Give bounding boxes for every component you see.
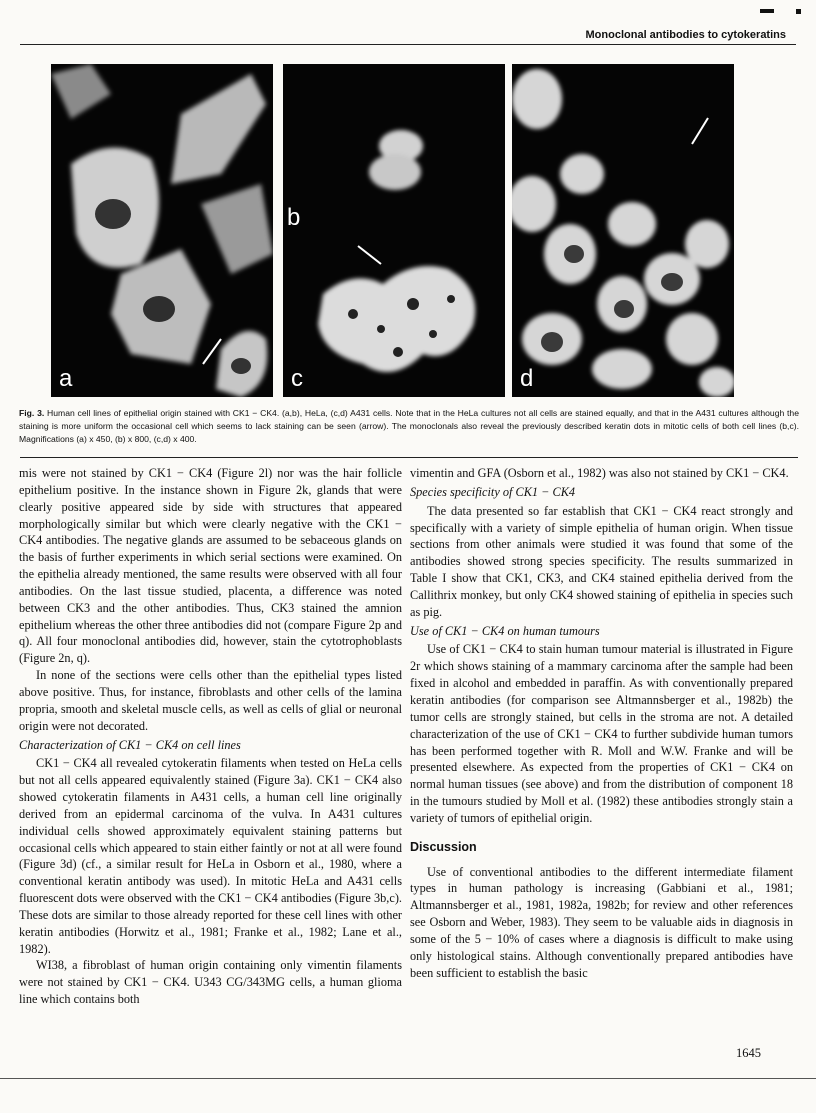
figure-caption — [19, 407, 799, 446]
left-paragraph-2: In none of the sections were cells other than the epithelial types listed above positive. Thus, for instance, fibroblasts and other cells of the lamina propria, smooth and skeletal muscle cells, as well as cells of glial or neuronal origin were not decorated. — [19, 668, 402, 733]
left-paragraph-1: mis were not stained by CK1 − CK4 (Figure 2l) nor was the hair follicle epithelium positive. In the instance shown in Figure 2k, glands that were clearly positive appeared side by side with structures that appeared morphologically similar but which were clearly negative with the CK1 − CK4 antibodies. The negative glands are assumed to be sebaceous glands on the basis of further experiments in which serial sections were examined. On the epithelia already mentioned, the same results were observed with all four antibodies. On the last tissue studied, placenta, a difference was noted between CK3 and the other antibodies. Thus, CK3 stained the amnion epithelium whereas the other three antibodies did not (compare Figure 2p and q). All four monoclonal antibodies did, however, stain the cytotrophoblasts (Figure 2n, q). — [19, 466, 402, 666]
running-head: Monoclonal antibodies to cytokeratins — [585, 29, 786, 41]
micrograph-a — [51, 64, 273, 397]
panel-label-d: d — [520, 365, 534, 392]
caption-label: Fig. 3. — [19, 408, 45, 418]
caption-rule — [20, 457, 798, 458]
right-paragraph-2: The data presented so far establish that CK1 − CK4 react strongly and specifically with a variety of simple epithelia of human origin. When tissue sections from other animals were studied it was found that some of the antibodies showed strong species specificity. The results summarized in Table I show that CK1, CK3, and CK4 stained epithelia derived from the Callithrix monkey, but only CK4 showed staining of epithelia in species such as pig. — [410, 503, 793, 619]
figure-panel-a — [51, 64, 273, 397]
right-column — [410, 465, 793, 981]
figure-panel-bc — [283, 64, 505, 397]
section-heading-tumours: Use of CK1 − CK4 on human tumours — [410, 623, 600, 638]
right-paragraph-4: Use of conventional antibodies to the different intermediate filament types in human pathology is increasing (Gabbiani et al., 1981; Altmannsberger et al., 1981, 1982a, 1982b; for review and other references see Osborn and Weber, 1983). They seem to be valuable aids in diagnosis in some of the 5 − 10% of cases where a diagnosis is difficult to make using only histological stains. Although conventionally prepared antibodies have been sufficient to establish the basic — [410, 864, 793, 980]
section-heading-discussion: Discussion — [410, 839, 477, 854]
left-paragraph-3: CK1 − CK4 all revealed cytokeratin filaments when tested on HeLa cells but not all cells appeared equivalently stained (Figure 3a). CK1 − CK4 also showed cytokeratin filaments in A431 cells, a human cell line originally derived from an epidermal carcinoma of the vulva. In A431 cultures individual cells showed approximately equivalent staining patterns but occasional cells which appeared to stain either faintly or not at all were found (Figure 3d) (cf., a similar result for HeLa in Osborn et al., 1980, where a conventional keratin antibody was used). In mitotic HeLa and A431 cells fluorescent dots were observed with the CK1 − CK4 antibodies (Figure 3b,c). These dots are similar to those already reported for these cell lines with other keratin antibodies (Horwitz et al., 1981; Franke et al., 1982; Lane et al., 1982). — [19, 756, 402, 956]
micrograph-bc — [283, 64, 505, 397]
panel-label-b: b — [287, 204, 301, 231]
footer-rule — [0, 1078, 816, 1079]
corner-mark-1 — [760, 9, 774, 13]
figure-panel-d — [512, 64, 734, 397]
header-rule — [20, 44, 796, 45]
micrograph-d — [512, 64, 734, 397]
page-number: 1645 — [736, 1046, 761, 1060]
panel-label-a: a — [59, 365, 73, 392]
right-paragraph-3: Use of CK1 − CK4 to stain human tumour material is illustrated in Figure 2r which shows staining of a mammary carcinoma after the sample had been fixed in alcohol and embedded in paraffin. As with conventionally prepared keratin antibodies (for comparison see Altmannsberger et al., 1982b) the tumor cells are strongly stained, but cells in the stroma are not. A detailed characterization of the use of CK1 − CK4 to further subdivide human tumors has been performed together with R. Moll and W.W. Franke and will be presented elsewhere. As expected from the properties of CK1 − CK4 on normal human tissues (see above) and from the distribution of component 18 in the tumours studied by Moll et al. (1982) these antibodies strongly stain a variety of tumors of epithelial origin. — [410, 642, 793, 825]
left-column — [19, 465, 402, 1008]
left-paragraph-4: WI38, a fibroblast of human origin containing only vimentin filaments were not stained by CK1 − CK4. U343 CG/343MG cells, a human glioma line which contains both — [19, 958, 402, 1007]
section-heading-cell-lines: Characterization of CK1 − CK4 on cell lines — [19, 737, 241, 752]
caption-text: Human cell lines of epithelial origin stained with CK1 − CK4. (a,b), HeLa, (c,d) A431 cells. Note that in the HeLa cultures not all cells are stained equally, and that in the A431 cultures although the staining is more uniform the occasional cell which seems to lack staining can be seen (arrow). The monoclonals also reveal the previously described keratin dots in mitotic cells of both cell lines (b,c). Magnifications (a) x 450, (b) x 800, (c,d) x 400. — [19, 408, 799, 444]
right-paragraph-1: vimentin and GFA (Osborn et al., 1982) was also not stained by CK1 − CK4. — [410, 466, 789, 480]
section-heading-species: Species specificity of CK1 − CK4 — [410, 484, 576, 499]
panel-label-c: c — [291, 365, 303, 392]
corner-mark-2 — [796, 9, 801, 14]
